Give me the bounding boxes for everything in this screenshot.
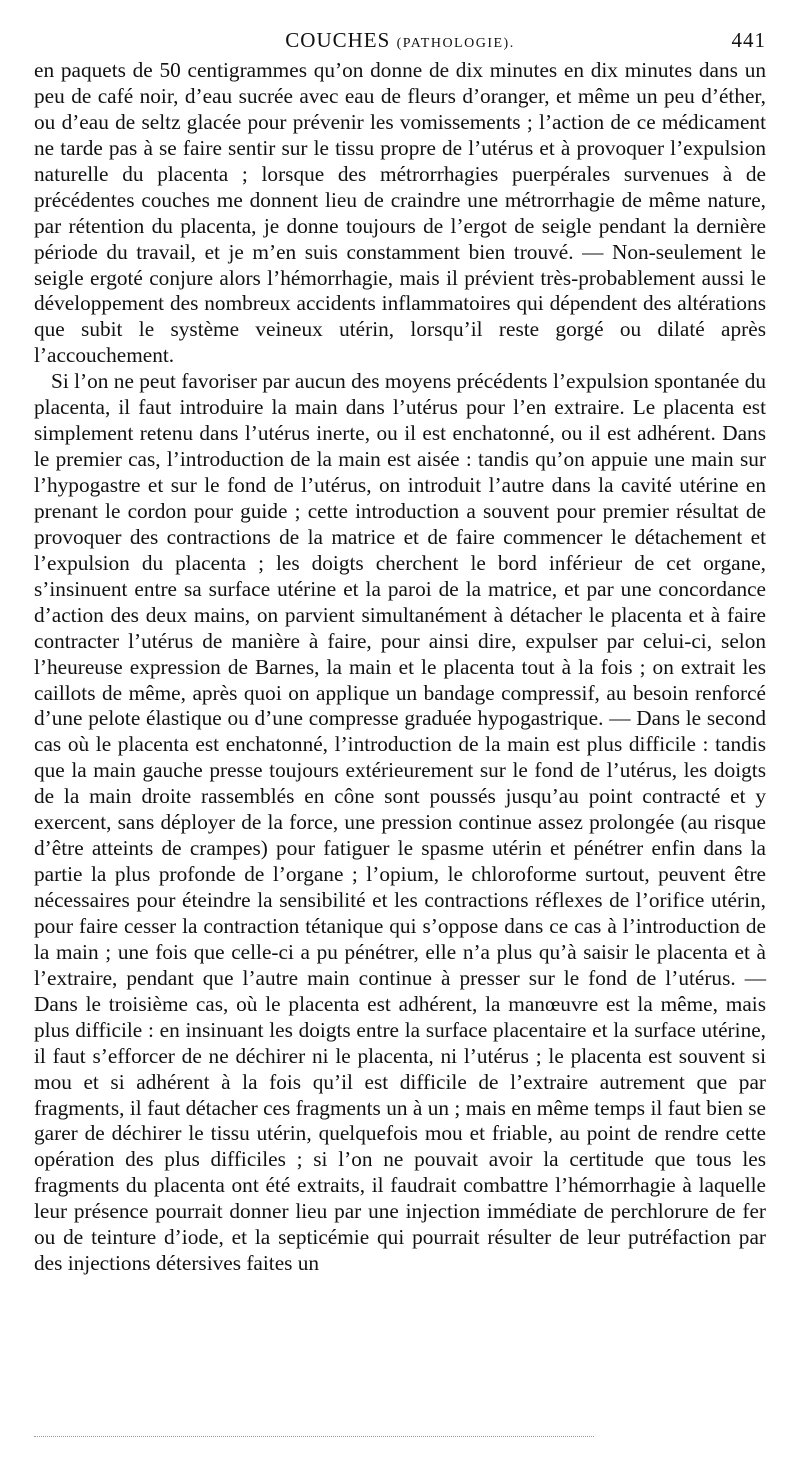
running-title — [34, 28, 766, 53]
page-number: 441 — [731, 28, 766, 52]
running-title-main: COUCHES — [285, 28, 391, 52]
body-text — [34, 58, 766, 1277]
paragraph-continued: en paquets de 50 centigrammes qu’on donne de dix minutes en dix minutes dans un peu de café noir, d’eau sucrée avec eau de fleurs d’oranger, et même un peu d’éther, ou d’eau de seltz glacée pour prévenir les vomissements ; l’action de ce médicament ne tarde pas à se faire sentir sur le tissu propre de l’utérus et à provoquer l’expulsion naturelle du placenta ; lorsque des métrorrhagies puerpérales survenues à de précédentes couches me donnent lieu de craindre une métrorrhagie de même nature, par rétention du placenta, je donne toujours de l’ergot de seigle pendant la dernière période du travail, et je m’en suis constamment bien trouvé. — Non-seulement le seigle ergoté conjure alors l’hémorrhagie, mais il prévient très-probablement aussi le développement des nombreux accidents inflammatoires qui dépendent des altérations que subit le système veineux utérin, lorsqu’il reste gorgé ou dilaté après l’accouchement. — [34, 58, 766, 368]
book-page — [34, 28, 766, 1277]
bottom-margin-rule — [34, 1436, 594, 1437]
running-header — [34, 28, 766, 58]
paragraph-placenta-extraction: Si l’on ne peut favoriser par aucun des moyens précédents l’expulsion spontanée du placenta, il faut introduire la main dans l’utérus pour l’en extraire. Le placenta est simplement retenu dans l’utérus inerte, ou il est enchatonné, ou il est adhérent. Dans le premier cas, l’introduction de la main est aisée : tandis qu’on appuie une main sur l’hypogastre et sur le fond de l’utérus, on introduit l’autre dans la cavité utérine en prenant le cordon pour guide ; cette introduction a souvent pour premier résultat de provoquer des contractions de la matrice et de faire commencer le détachement et l’expulsion du placenta ; les doigts cherchent le bord inférieur de cet organe, s’insinuent entre sa surface utérine et la paroi de la matrice, et par une concordance d’action des deux mains, on parvient simultanément à détacher le placenta et à faire contracter l’utérus de manière à faire, pour ainsi dire, expulser par celui-ci, selon l’heureuse expression de Barnes, la main et le placenta tout à la fois ; on extrait les caillots de même, après quoi on applique un bandage compressif, au besoin renforcé d’une pelote élastique ou d’une compresse graduée hypogastrique. — Dans le second cas où le placenta est enchatonné, l’introduction de la main est plus difficile : tandis que la main gauche presse toujours extérieurement sur le fond de l’utérus, les doigts de la main droite rassemblés en cône sont poussés jusqu’au point contracté et y exercent, sans déployer de la force, une pression continue assez prolongée (au risque d’être atteints de crampes) pour fatiguer le spasme utérin et pénétrer enfin dans la partie la plus profonde de l’organe ; l’opium, le chloroforme surtout, peuvent être nécessaires pour éteindre la sensibilité et les contractions réflexes de l’orifice utérin, pour faire cesser la contraction tétanique qui s’oppose dans ce cas à l’introduction de la main ; une fois que celle-ci a pu pénétrer, elle n’a plus qu’à saisir le placenta et à l’extraire, pendant que l’autre main continue à presser sur le fond de l’utérus. — Dans le troisième cas, où le placenta est adhérent, la manœuvre est la même, mais plus difficile : en insinuant les doigts entre la surface placentaire et la surface utérine, il faut s’efforcer de ne déchirer ni le placenta, ni l’utérus ; le placenta est souvent si mou et si adhérent à la fois qu’il est difficile de l’extraire autrement que par fragments, il faut détacher ces fragments un à un ; mais en même temps il faut bien se garer de déchirer le tissu utérin, quelquefois mou et friable, au point de rendre cette opération des plus difficiles ; si l’on ne pouvait avoir la certitude que tous les fragments du placenta ont été extraits, il faudrait combattre l’hémorrhagie à laquelle leur présence pourrait donner lieu par une injection immédiate de perchlorure de fer ou de teinture d’iode, et la septicémie qui pourrait résulter de leur putréfaction par des injections détersives faites un — [34, 369, 766, 1276]
running-title-sub: (PATHOLOGIE). — [396, 36, 515, 51]
